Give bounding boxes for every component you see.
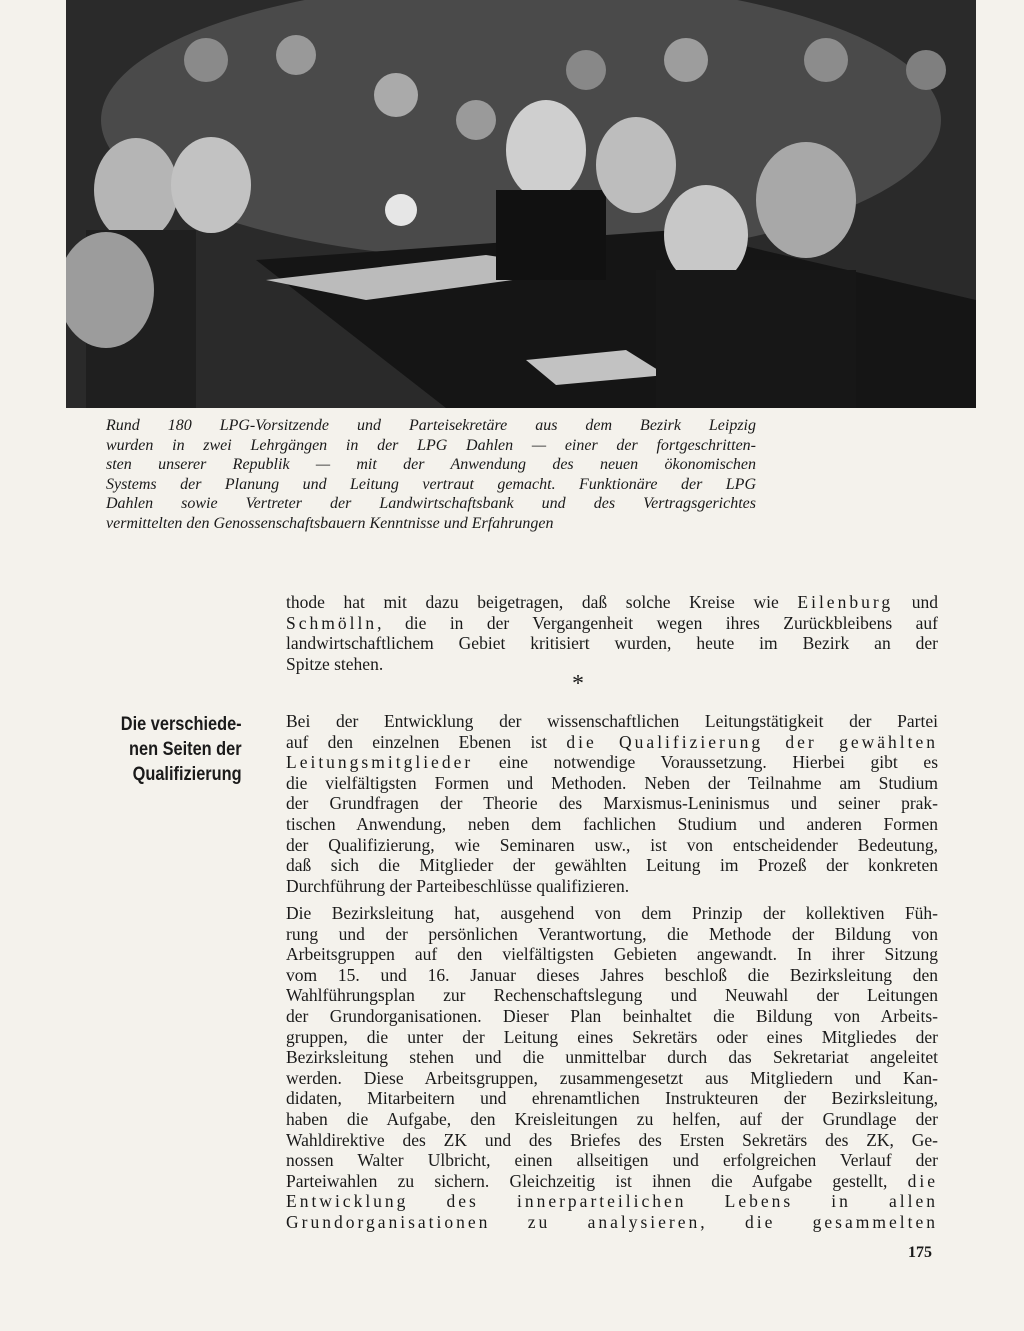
caption-line: wurden in zwei Lehrgängen in der LPG Dahlen — einer der fortgeschritten- [106, 436, 756, 454]
text-line: landwirtschaftlichem Gebiet kritisiert wurden, heute im Bezirk an der [286, 633, 938, 654]
caption-line: Systems der Planung und Leitung vertraut gemacht. Funktionäre der LPG [106, 475, 756, 493]
heading-line: nen Seiten der [129, 739, 242, 760]
text-line [286, 1171, 938, 1192]
text-line: daß sich die Mitglieder der gewählten Leitung im Prozeß der konkreten [286, 855, 938, 876]
meeting-photograph [66, 0, 976, 408]
spaced-emphasis: die Qualifizierung der gewählten [566, 731, 939, 752]
text-line: werden. Diese Arbeitsgruppen, zusammengesetzt aus Mitgliedern und Kan- [286, 1067, 938, 1088]
text-line: Grundorganisationen zu analysieren, die gesammelten [286, 1211, 938, 1232]
heading-line: Qualifizierung [132, 764, 242, 785]
text-line: Bezirksleitung stehen und die unmittelbar durch das Sekretariat angeleitet [286, 1047, 938, 1068]
text-span: und [893, 592, 938, 612]
caption-line: Rund 180 LPG-Vorsitzende und Parteisekretäre aus dem Bezirk Leipzig [106, 417, 756, 434]
text-line: Bei der Entwicklung der wissenschaftlichen Leitungstätigkeit der Partei [286, 711, 938, 731]
text-line: der Grundfragen der Theorie des Marxismus-Leninismus und seiner prak- [286, 793, 938, 814]
text-line: rung und der persönlichen Verantwortung, die Methode der Bildung von [286, 923, 938, 944]
text-line: der Grundorganisationen. Dieser Plan beinhaltet die Bildung von Arbeits- [286, 1005, 938, 1026]
paragraph-qualification [286, 711, 938, 896]
heading-line: Die verschiede- [120, 714, 242, 735]
text-line: Entwicklung des innerparteilichen Lebens in allen [286, 1191, 938, 1212]
spaced-place-name: Schmölln [286, 612, 378, 633]
text-span: , die in der Vergangenheit wegen ihres Zurückbleibens auf [377, 612, 938, 633]
text-line: die vielfältigsten Formen und Methoden. Neben der Teilnahme am Studium [286, 772, 938, 793]
section-heading [104, 712, 242, 787]
text-line: Spitze stehen. [286, 653, 384, 674]
text-line: haben die Aufgabe, den Kreisleitungen zu helfen, auf der Grundlage der [286, 1108, 938, 1129]
page-number: 175 [908, 1244, 932, 1261]
spaced-place-name: Eilenburg [797, 592, 894, 612]
text-line: Wahldirektive des ZK und des Briefes des Ersten Sekretärs des ZK, Ge- [286, 1129, 938, 1150]
text-line [286, 592, 938, 613]
text-span: thode hat mit dazu beigetragen, daß solche Kreise wie [286, 592, 798, 612]
caption-line: sten unserer Republik — mit der Anwendung des neuen ökonomischen [106, 456, 756, 473]
text-line: tischen Anwendung, neben dem fachlichen Studium und anderen Formen [286, 813, 938, 834]
section-separator: * [572, 671, 584, 697]
text-line: nossen Walter Ulbricht, einen allseitigen und erfolgreichen Verlauf der [286, 1150, 938, 1171]
photograph-meeting-icon [66, 0, 976, 408]
text-line: Durchführung der Parteibeschlüsse qualifizieren. [286, 875, 630, 896]
text-line: Arbeitsgruppen auf den vielfältigsten Gebieten angewandt. In ihrer Sitzung [286, 944, 938, 965]
text-line [286, 613, 938, 634]
text-line: didaten, Mitarbeitern und ehrenamtlichen Instrukteuren der Bezirksleitung, [286, 1088, 938, 1109]
text-span: auf den einzelnen Ebenen ist [286, 731, 567, 752]
text-line: Die Bezirksleitung hat, ausgehend von dem Prinzip der kollektiven Füh- [286, 903, 938, 923]
spaced-emphasis: Leitungsmitglieder [286, 752, 474, 773]
text-line: gruppen, die unter der Leitung eines Sekretärs oder eines Mitgliedes der [286, 1026, 938, 1047]
paragraph-continuation [286, 592, 938, 674]
text-line: vom 15. und 16. Januar dieses Jahres beschloß die Bezirksleitung den [286, 964, 938, 985]
caption-line: Dahlen sowie Vertreter der Landwirtschaftsbank und des Vertragsgerichtes [106, 495, 756, 512]
text-line: Wahlführungsplan zur Rechenschaftslegung und Neuwahl der Leitungen [286, 985, 938, 1006]
photo-caption [106, 416, 756, 533]
spaced-emphasis: die [907, 1170, 938, 1191]
caption-line: vermittelten den Genossenschaftsbauern Kenntnisse und Erfahrungen [106, 514, 554, 532]
text-span: eine notwendige Voraussetzung. Hierbei gibt es [473, 752, 938, 773]
text-line [286, 732, 938, 753]
paragraph-bezirksleitung [286, 903, 938, 1233]
text-span: Parteiwahlen zu sichern. Gleichzeitig ist ihnen die Aufgabe gestellt, [286, 1170, 908, 1191]
text-line: der Qualifizierung, wie Seminaren usw., ist von entscheidender Bedeutung, [286, 834, 938, 855]
text-line [286, 752, 938, 773]
